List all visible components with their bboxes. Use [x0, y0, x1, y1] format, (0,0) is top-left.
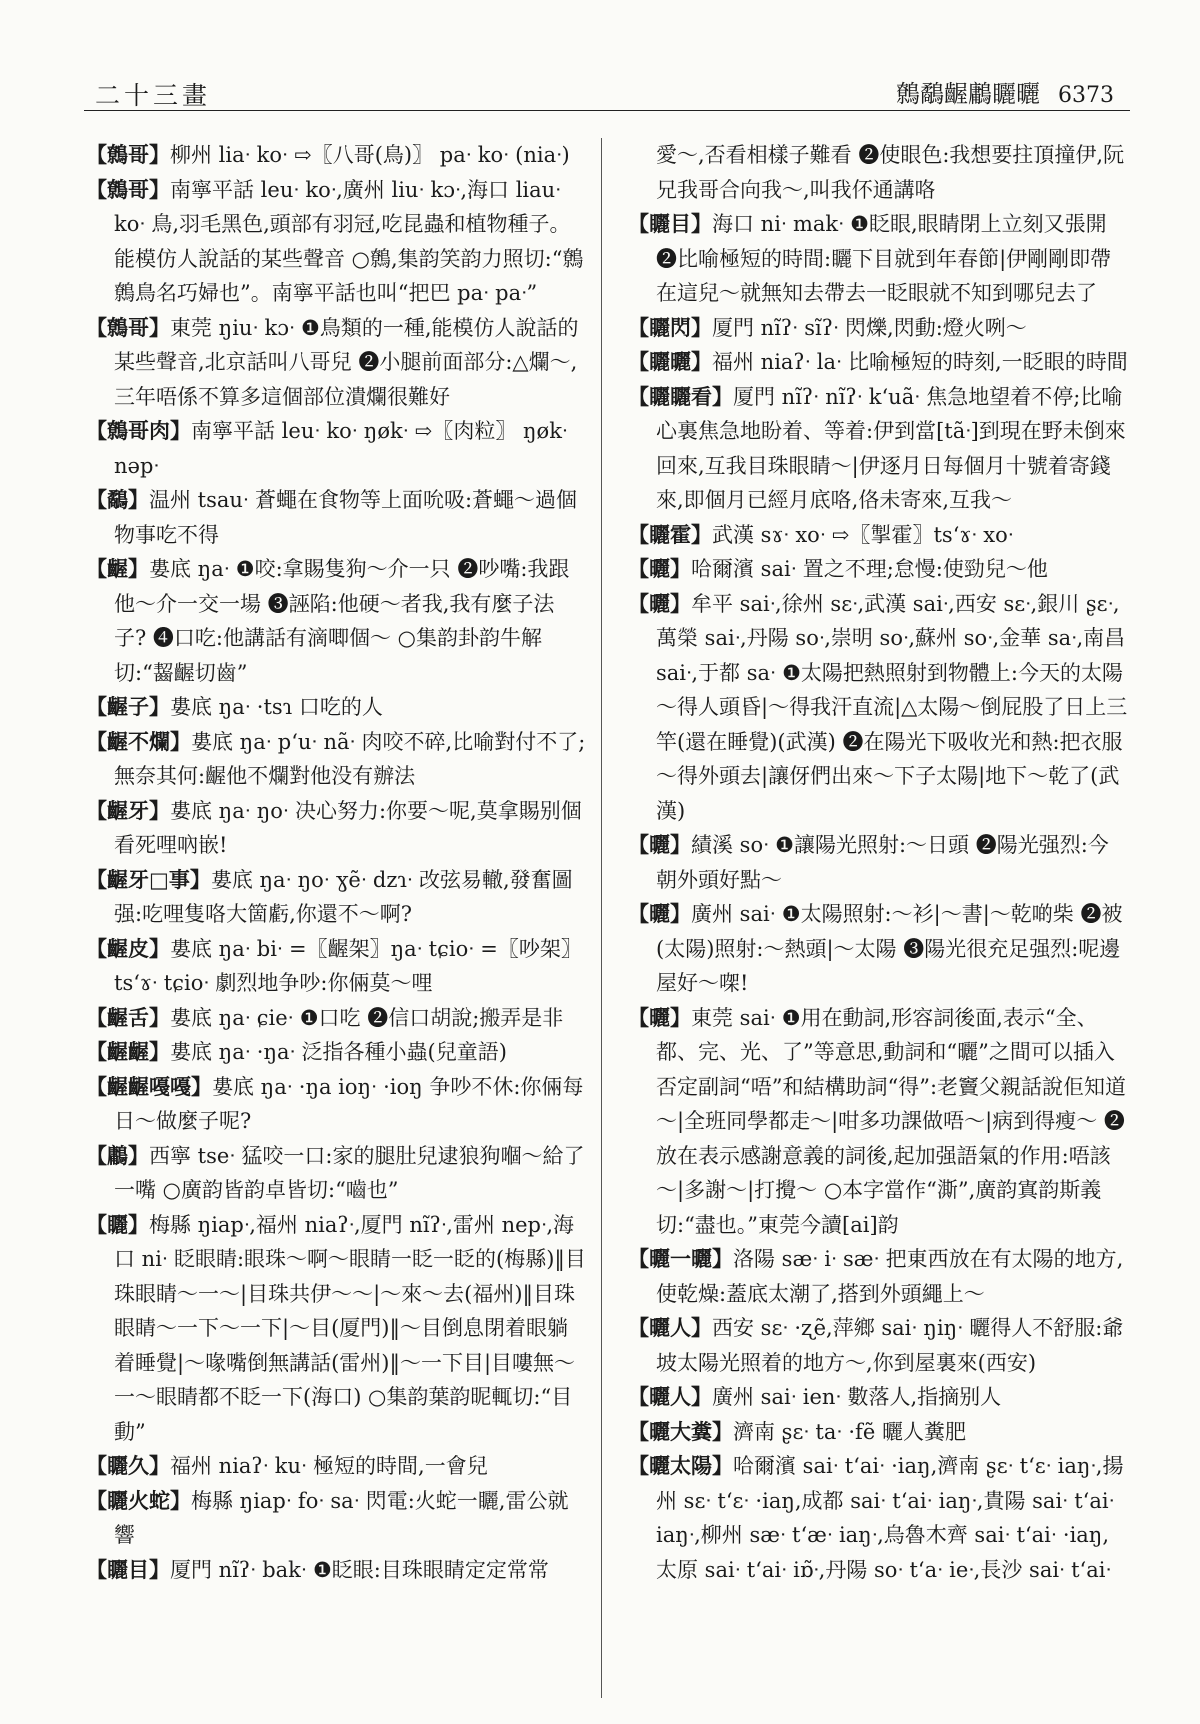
dictionary-entry — [628, 587, 1128, 829]
dictionary-entry — [86, 138, 586, 173]
entry-headword: 【 鷯哥 】 — [86, 177, 170, 202]
entry-headword: 【 齷牙□事 】 — [86, 867, 211, 892]
entry-headword: 【 曬 】 — [628, 832, 691, 857]
dictionary-entry — [86, 173, 586, 311]
entry-headword: 【 鷯哥 】 — [86, 315, 170, 340]
right-column — [628, 138, 1128, 1710]
dictionary-entry — [628, 552, 1128, 587]
entry-headword: 【 矖曬 】 — [628, 349, 712, 374]
running-head-chars: 鷯鷸齷鷛矖曬 — [896, 80, 1040, 108]
entry-definition: 婁底 ŋaᐧ biᐧ =〖齷架〗ŋaᐧ tɕioᐧ =〖吵架〗tsʻɤᐧ tɕioᐧ 劇烈地争吵:你倆莫～哩 — [114, 936, 582, 995]
entry-definition: 柳州 liaᐧ koᐧ ⇨〖八哥(鳥)〗 paᐧ koᐧ (niaᐧ) — [170, 143, 570, 167]
entry-definition: 温州 tsauᐧ 蒼蠅在食物等上面吮吸:蒼蠅～過個物事吃不得 — [114, 488, 578, 547]
entry-definition: 西寧 tseᐧ 猛咬一口:家的腿肚兒逮狼狗嗰～給了一嘴 ○廣韵皆韵卓皆切:“嚙也” — [114, 1143, 585, 1202]
entry-definition: 廣州 saiᐧ ienᐧ 數落人,指摘别人 — [712, 1385, 1002, 1409]
page-number: 6373 — [1058, 83, 1114, 108]
dictionary-entry — [86, 1484, 586, 1553]
entry-definition: 婁底 ŋaᐧ ·ŋaᐧ 泛指各種小蟲(兒童語) — [170, 1040, 507, 1064]
entry-headword: 【 曬人 】 — [628, 1315, 712, 1340]
dictionary-entry — [86, 1139, 586, 1208]
dictionary-entry — [86, 1449, 586, 1484]
entry-headword: 【 齷齷嘠嘠 】 — [86, 1074, 212, 1099]
dictionary-entry — [86, 725, 586, 794]
entry-headword: 【 曬大糞 】 — [628, 1419, 733, 1444]
entry-headword: 【 鷛 】 — [86, 1143, 149, 1168]
entry-definition: 厦門 nĩʔᐧ bakᐧ ❶眨眼:目珠眼睛定定常常 — [170, 1557, 549, 1582]
dictionary-entry — [86, 1553, 586, 1588]
entry-headword: 【 齷齷 】 — [86, 1039, 170, 1064]
dictionary-entry — [86, 552, 586, 690]
entry-definition: 福州 niaʔᐧ kuᐧ 極短的時間,一會兒 — [170, 1454, 488, 1478]
entry-definition: 哈爾濱 saiᐧ tʻaiᐧ ·iaŋ,濟南 ʂɛᐧ tʻɛᐧ iaŋᐧ,揚州 sɛᐧ tʻɛᐧ ·iaŋ,成都 saiᐧ tʻaiᐧ iaŋᐧ,貴陽 saiᐧ tʻaiᐧ iaŋᐧ,柳州 sæᐧ tʻæᐧ iaŋᐧ,烏魯木齊 saiᐧ tʻaiᐧ ·iaŋ,太原 saiᐧ tʻaiᐧ iɒ̃ᐧ,丹陽 soᐧ tʻaᐧ ieᐧ,長沙 saiᐧ tʻaiᐧ — [656, 1454, 1124, 1582]
entry-headword: 【 曬 】 — [628, 901, 691, 926]
entry-definition: 西安 sɛᐧ ·ʐẽ,萍鄉 saiᐧ ŋiŋᐧ 曬得人不舒服:爺坡太陽光照着的地方～,你到屋裏來(西安) — [656, 1316, 1124, 1375]
entry-headword: 【 矖 】 — [86, 1212, 149, 1237]
dictionary-entry — [628, 207, 1128, 311]
dictionary-entry — [86, 1035, 586, 1070]
entry-definition: 東莞 ŋiuᐧ kɔᐧ ❶鳥類的一種,能模仿人說話的某些聲音,北京話叫八哥兒 ❷小腿前面部分:△爛～,三年唔係不算多這個部位潰爛很難好 — [114, 315, 579, 409]
dictionary-entry — [86, 1001, 586, 1036]
dictionary-entry — [628, 1415, 1128, 1450]
dictionary-entry — [86, 311, 586, 415]
entry-definition: 海口 niᐧ makᐧ ❶眨眼,眼睛閉上立刻又張開 ❷比喻極短的時間:矖下目就到年春節|伊剛剛即帶在這兒～就無知去帶去一眨眼就不知到哪兒去了 — [656, 212, 1112, 305]
entry-headword: 【 矖霍 】 — [628, 522, 712, 547]
dictionary-entry — [628, 138, 1128, 207]
dictionary-entry — [628, 1449, 1128, 1587]
section-header: 二十三畫 — [95, 81, 212, 110]
entry-headword: 【 齷牙 】 — [86, 798, 170, 823]
entry-definition: 愛～,否看相樣子難看 ❷使眼色:我想要拄頂撞伊,阮兄我哥合向我～,叫我伓通講咯 — [656, 143, 1125, 202]
entry-definition: 濟南 ʂɛᐧ taᐧ ·fẽ 曬人糞肥 — [733, 1419, 966, 1444]
entry-headword: 【 齷 】 — [86, 556, 149, 581]
entry-definition: 洛陽 sæᐧ iᐧ sæᐧ 把東西放在有太陽的地方,使乾燥:蓋底太潮了,搭到外頭繩上～ — [656, 1247, 1124, 1306]
dictionary-entry — [628, 518, 1128, 553]
entry-definition: 廣州 saiᐧ ❶太陽照射:～衫|～書|～乾啲柴 ❷被(太陽)照射:～熱頭|～太陽 ❸陽光很充足强烈:呢邊屋好～㗎! — [656, 902, 1123, 995]
entry-definition: 厦門 nĩʔᐧ sĩʔᐧ 閃爍,閃動:燈火咧～ — [712, 315, 1027, 340]
entry-definition: 績溪 soᐧ ❶讓陽光照射:～日頭 ❷陽光强烈:今朝外頭好點～ — [656, 833, 1109, 892]
entry-headword: 【 矖閃 】 — [628, 315, 712, 340]
dictionary-entry — [86, 1070, 586, 1139]
entry-headword: 【 齷皮 】 — [86, 936, 170, 961]
entry-definition: 婁底 ŋaᐧ ❶咬:拿賜隻狗～介一只 ❷吵嘴:我跟他～介一交一場 ❸誣陷:他硬～者我,我有麼子法子? ❹口吃:他講話有滴唧個～ ○集韵卦韵牛解切:“齧齷切齒” — [114, 557, 570, 685]
entry-definition: 福州 niaʔᐧ laᐧ 比喻極短的時刻,一眨眼的時間 — [712, 350, 1128, 374]
entry-definition: 梅縣 ŋiapᐧ,福州 niaʔᐧ,厦門 nĩʔᐧ,雷州 nepᐧ,海口 niᐧ 眨眼睛:眼珠～啊～眼睛一眨一眨的(梅縣)‖目珠眼睛～一～|目珠共伊～～|～來～去(福州)‖目珠眼睛～一下～一下|～目(厦門)‖～目倒息閉着眼躺着睡覺|～喙嘴倒無講話(雷州)‖～一下目|目嘍無～一～眼睛都不眨一下(海口) ○集韵葉韵昵輒切:“目動” — [114, 1212, 586, 1444]
dictionary-entry — [628, 897, 1128, 1001]
dictionary-entry — [86, 690, 586, 725]
entry-headword: 【 齷子 】 — [86, 694, 170, 719]
dictionary-entry — [628, 1311, 1128, 1380]
dictionary-entry — [628, 1380, 1128, 1415]
entry-headword: 【 鷯哥肉 】 — [86, 418, 191, 443]
left-column — [86, 138, 586, 1710]
entry-headword: 【 鷯哥 】 — [86, 142, 170, 167]
entry-definition: 婁底 ŋaᐧ pʻuᐧ nãᐧ 肉咬不碎,比喻對付不了;無奈其何:齷他不爛對他没有辦法 — [114, 729, 586, 788]
entry-headword: 【 齷不爛 】 — [86, 729, 191, 754]
header-rule — [84, 110, 1130, 111]
entry-definition: 南寧平話 leuᐧ koᐧ,廣州 liuᐧ kɔᐧ,海口 liauᐧ koᐧ 鳥,羽毛黑色,頭部有羽冠,吃昆蟲和植物種子。能模仿人說話的某些聲音 ○鷯,集韵笑韵力照切:“鷯鷯鳥名巧婦也”。南寧平話也叫“把巴 paᐧ paᐧ” — [114, 177, 584, 305]
entry-definition: 牟平 saiᐧ,徐州 sɛᐧ,武漢 saiᐧ,西安 sɛᐧ,銀川 ʂɛᐧ,萬榮 saiᐧ,丹陽 soᐧ,崇明 soᐧ,蘇州 soᐧ,金華 saᐧ,南昌 saiᐧ,于都 saᐧ ❶太陽把熱照射到物體上:今天的太陽～得人頭昏|～得我汗直流|△太陽～倒屁股了日上三竿(還在睡覺)(武漢) ❷在陽光下吸收光和熱:把衣服～得外頭去|讓伢們出來～下子太陽|地下～乾了(武漢) — [656, 591, 1128, 823]
dictionary-entry — [628, 311, 1128, 346]
entry-headword: 【 曬 】 — [628, 591, 691, 616]
entry-headword: 【 矖目 】 — [86, 1557, 170, 1582]
entry-headword: 【 矖久 】 — [86, 1453, 170, 1478]
entry-definition: 南寧平話 leuᐧ koᐧ ŋøkᐧ ⇨〖肉粒〗 ŋøkᐧ nəpᐧ — [114, 419, 568, 478]
entry-headword: 【 矖矖看 】 — [628, 384, 733, 409]
dictionary-entry — [86, 414, 586, 483]
entry-definition: 梅縣 ŋiapᐧ foᐧ saᐧ 閃電:火蛇一矖,雷公就響 — [114, 1488, 569, 1547]
dictionary-entry — [628, 345, 1128, 380]
entry-definition: 東莞 saiᐧ ❶用在動詞,形容詞後面,表示“全、都、完、光、了”等意思,動詞和“曬”之間可以插入否定副詞“唔”和結構助詞“得”:老竇父親話說佢知道～|全班同學都走～|咁多功課做唔～|病到得瘦～ ❷放在表示感謝意義的詞後,起加强語氣的作用:唔該～|多謝～|打攪～ ○本字當作“澌”,廣韵寘韵斯義切:“盡也。”東莞今讀[ai]韵 — [656, 1005, 1127, 1237]
entry-headword: 【 曬一曬 】 — [628, 1246, 733, 1271]
entry-headword: 【 齷舌 】 — [86, 1005, 170, 1030]
dictionary-entry — [628, 1001, 1128, 1243]
column-divider — [601, 138, 602, 1698]
entry-headword: 【 矖目 】 — [628, 211, 712, 236]
entry-definition: 武漢 sɤᐧ xoᐧ ⇨〖掣霍〗tsʻɤᐧ xoᐧ — [712, 522, 1014, 547]
dictionary-entry — [628, 380, 1128, 518]
entry-definition: 厦門 nĩʔᐧ nĩʔᐧ kʻuãᐧ 焦急地望着不停;比喻心裏焦急地盼着、等着:伊到當[tãᐧ]到現在野未倒來回來,互我目珠眼睛～|伊逐月日每個月十號着寄錢來,即個月已經月底咯,佫未寄來,互我～ — [656, 384, 1126, 512]
dictionary-entry — [86, 1208, 586, 1450]
entry-definition: 婁底 ŋaᐧ ·tsɿ 口吃的人 — [170, 695, 383, 719]
entry-headword: 【 鷸 】 — [86, 487, 149, 512]
entry-headword: 【 曬太陽 】 — [628, 1453, 733, 1478]
entry-headword: 【 曬人 】 — [628, 1384, 712, 1409]
running-head — [896, 74, 1114, 109]
entry-definition: 哈爾濱 saiᐧ 置之不理;怠慢:使勁兒～他 — [691, 557, 1048, 581]
dictionary-entry — [86, 483, 586, 552]
dictionary-entry — [628, 828, 1128, 897]
entry-definition: 婁底 ŋaᐧ ŋoᐧ 决心努力:你要～呢,莫拿賜别個看死哩吶嵌! — [114, 798, 582, 857]
entry-definition: 婁底 ŋaᐧ ŋoᐧ ɣẽᐧ dzɿᐧ 改弦易轍,發奮圖强:吃哩隻咯大箇虧,你還不～啊? — [114, 867, 573, 926]
entry-definition: 婁底 ŋaᐧ ɕieᐧ ❶口吃 ❷信口胡說;搬弄是非 — [170, 1005, 564, 1030]
entry-headword: 【 曬 】 — [628, 1005, 691, 1030]
dictionary-entry — [628, 1242, 1128, 1311]
entry-definition: 婁底 ŋaᐧ ·ŋa ioŋᐧ ·ioŋ 争吵不休:你倆每日～做麼子呢? — [114, 1074, 584, 1133]
entry-headword: 【 曬 】 — [628, 556, 691, 581]
entry-headword: 【 矖火蛇 】 — [86, 1488, 191, 1513]
dictionary-entry — [86, 932, 586, 1001]
dictionary-entry — [86, 794, 586, 863]
dictionary-entry — [86, 863, 586, 932]
